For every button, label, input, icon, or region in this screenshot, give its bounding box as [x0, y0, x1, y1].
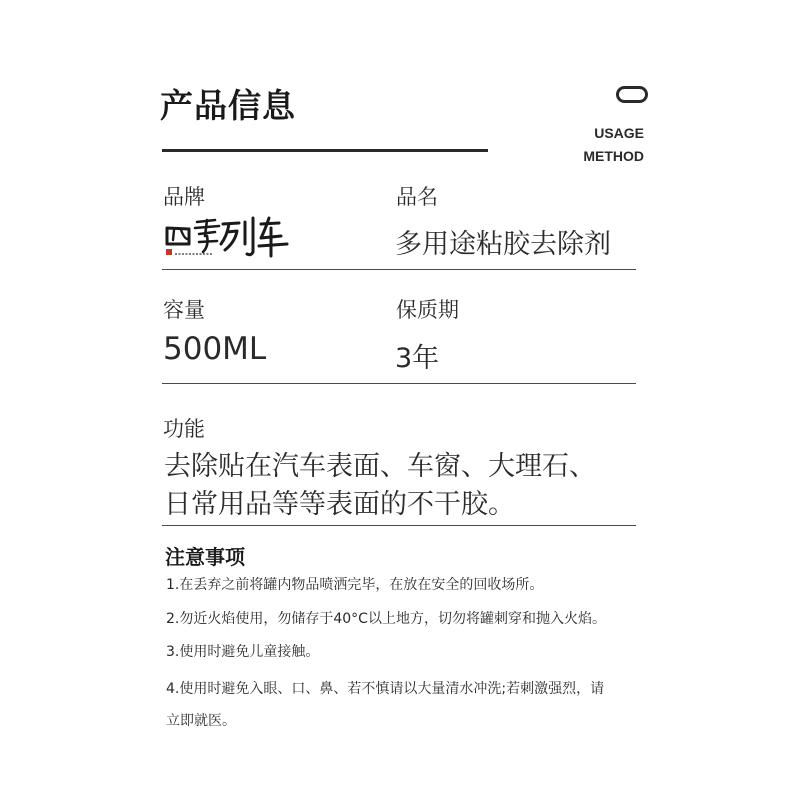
notes-title: 注意事项 [165, 545, 245, 569]
note-item: 3.使用时避免儿童接触。 [166, 644, 320, 660]
function-line-1: 去除贴在汽车表面、车窗、大理石、 [164, 451, 596, 482]
shelf-life-label: 保质期 [396, 298, 459, 322]
usage-method-line-1: USAGE [594, 125, 644, 141]
divider [162, 525, 636, 526]
capacity-value: 500ML [163, 331, 267, 367]
shelf-life-value: 3年 [395, 343, 440, 374]
page-title: 产品信息 [160, 86, 296, 125]
usage-method-label [583, 122, 644, 168]
brand-logo [163, 214, 289, 262]
function-label: 功能 [163, 417, 205, 441]
pill-outline-icon [616, 86, 648, 103]
product-name-label: 品名 [396, 185, 438, 209]
capacity-label: 容量 [163, 298, 205, 322]
usage-method-line-2: METHOD [583, 148, 644, 164]
function-text [164, 448, 596, 524]
brand-label: 品牌 [163, 185, 205, 209]
note-item: 4.使用时避免入眼、口、鼻、若不慎请以大量清水冲洗;若刺激强烈，请 [166, 681, 605, 697]
note-item: 立即就医。 [166, 713, 236, 729]
note-item: 1.在丢弃之前将罐内物品喷洒完毕，在放在安全的回收场所。 [166, 577, 544, 593]
divider [162, 383, 636, 384]
note-item: 2.勿近火焰使用，勿储存于40°C以上地方，切勿将罐刺穿和抛入火焰。 [166, 611, 606, 627]
function-line-2: 日常用品等等表面的不干胶。 [164, 489, 515, 520]
title-divider [162, 149, 488, 152]
product-name-value: 多用途粘胶去除剂 [395, 229, 611, 260]
divider [162, 269, 636, 270]
